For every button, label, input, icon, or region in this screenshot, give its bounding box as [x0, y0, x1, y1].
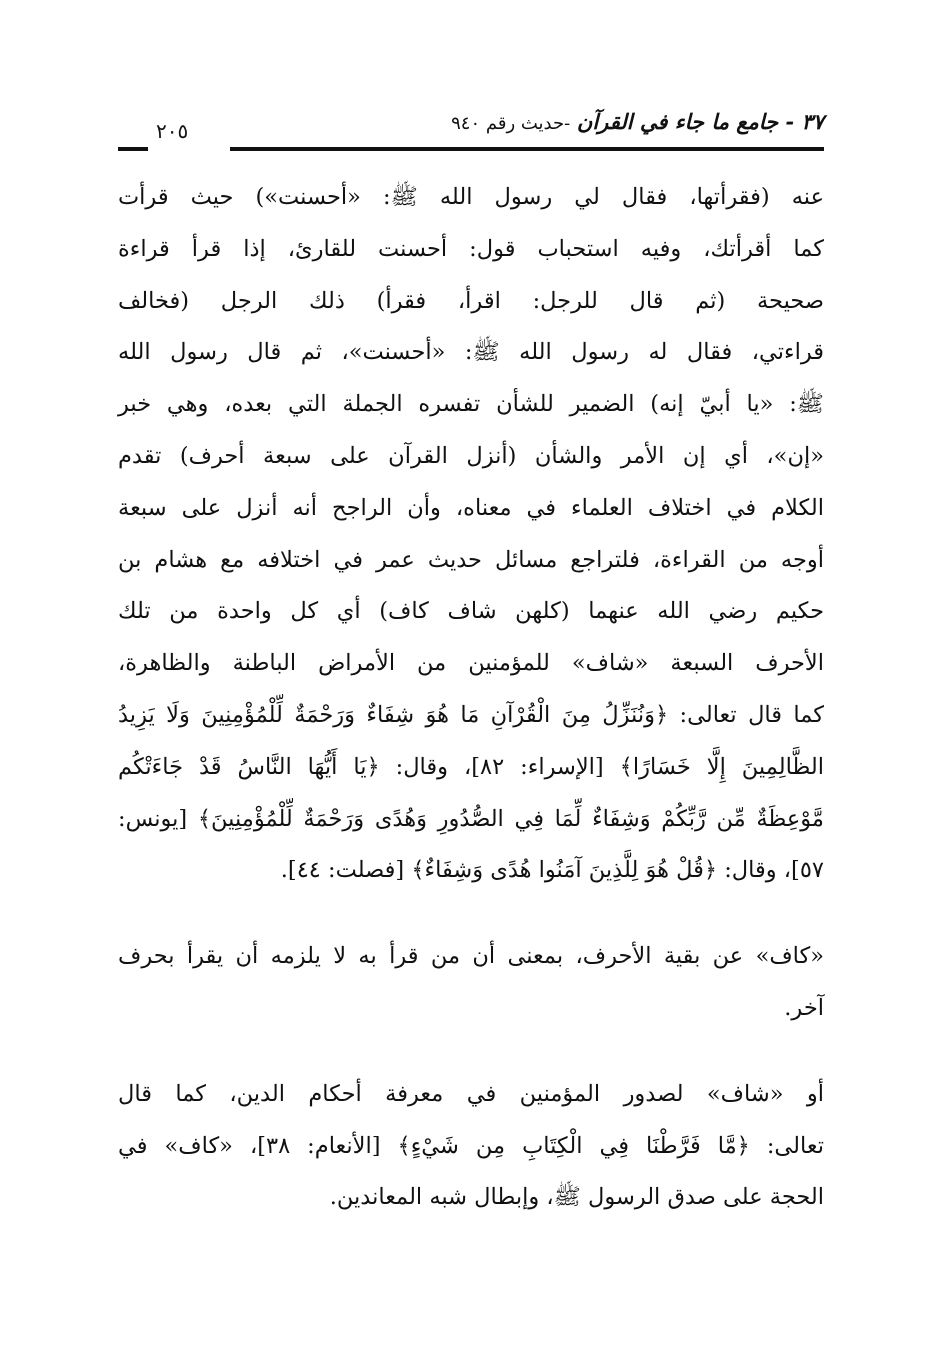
chapter-title-main: ٣٧ - جامع ما جاء في القرآن: [576, 109, 824, 134]
quran-verse-line: الظَّالِمِينَ إِلَّا خَسَارًا﴾ [الإسراء: ٨٢]، وقال: ﴿يَا أَيُّهَا النَّاسُ قَدْ جَاءَتْكُم: [118, 753, 824, 780]
text-line: آخر.: [784, 994, 824, 1021]
chapter-title: [451, 109, 824, 134]
text-line: أو «شاف» لصدور المؤمنين في معرفة أحكام الدين، كما قال: [118, 1080, 824, 1107]
quran-verse-line: كما قال تعالى: ﴿وَنُنَزِّلُ مِنَ الْقُرْآنِ مَا هُوَ شِفَاءٌ وَرَحْمَةٌ لِّلْمُؤْمِنِينَ وَلَا يَزِيدُ: [118, 701, 824, 728]
paragraph-gap: [118, 1035, 824, 1069]
text-line: الحجة على صدق الرسول ﷺ، وإبطال شبه المعاندين.: [329, 1184, 824, 1211]
text-line: الكلام في اختلاف العلماء في معناه، وأن الراجح أنه أنزل على سبعة: [118, 494, 824, 521]
quran-verse-line: ٥٧]، وقال: ﴿قُلْ هُوَ لِلَّذِينَ آمَنُوا هُدًى وَشِفَاءٌ﴾ [فصلت: ٤٤].: [280, 857, 824, 884]
text-line: ﷺ: «يا أبيّ إنه) الضمير للشأن تفسره الجملة التي بعده، وهي خبر: [118, 391, 824, 418]
commentary-paragraph-3: [118, 1069, 824, 1224]
hadith-number: -حديث رقم ٩٤٠: [451, 113, 571, 134]
text-line: أوجه من القراءة، فلتراجع مسائل حديث عمر في اختلافه مع هشام بن: [118, 546, 824, 573]
text-line: «كاف» عن بقية الأحرف، بمعنى أن من قرأ به لا يلزمه أن يقرأ بحرف: [118, 943, 824, 970]
text-line: عنه (فقرأتها، فقال لي رسول الله ﷺ: «أحسنت») حيث قرأت: [118, 184, 824, 210]
text-line: الأحرف السبعة «شاف» للمؤمنين من الأمراض الباطنة والظاهرة،: [118, 650, 824, 677]
page-header: [118, 105, 824, 151]
quran-verse-line: تعالى: ﴿مَّا فَرَّطْنَا فِي الْكِتَابِ مِن شَيْءٍ﴾ [الأنعام: ٣٨]، «كاف» في: [118, 1132, 824, 1159]
header-rule: [230, 147, 824, 151]
text-line: صحيحة (ثم قال للرجل: اقرأ، فقرأ) ذلك الرجل (فخالف: [118, 287, 824, 314]
text-line: كما أقرأتك، وفيه استحباب قول: أحسنت للقارئ، إذا قرأ قراءة: [118, 235, 824, 262]
page-body: [118, 172, 824, 1224]
quran-verse-line: مَّوْعِظَةٌ مِّن رَّبِّكُمْ وَشِفَاءٌ لِّمَا فِي الصُّدُورِ وَهُدًى وَرَحْمَةٌ لِّلْمُؤْمِنِينَ﴾ [يونس:: [118, 805, 824, 832]
page-number-dash: [118, 147, 148, 151]
text-line: حكيم رضي الله عنهما (كلهن شاف كاف) أي كل واحدة من تلك: [118, 598, 824, 625]
commentary-paragraph-2: [118, 931, 824, 1035]
page-number: ٢٠٥: [156, 119, 189, 143]
text-line: قراءتي، فقال له رسول الله ﷺ: «أحسنت»، ثم قال رسول الله: [118, 339, 824, 366]
commentary-paragraph-1: [118, 172, 824, 897]
paragraph-gap: [118, 897, 824, 931]
text-line: «إن»، أي إن الأمر والشأن (أنزل القرآن على سبعة أحرف) تقدم: [118, 442, 824, 469]
